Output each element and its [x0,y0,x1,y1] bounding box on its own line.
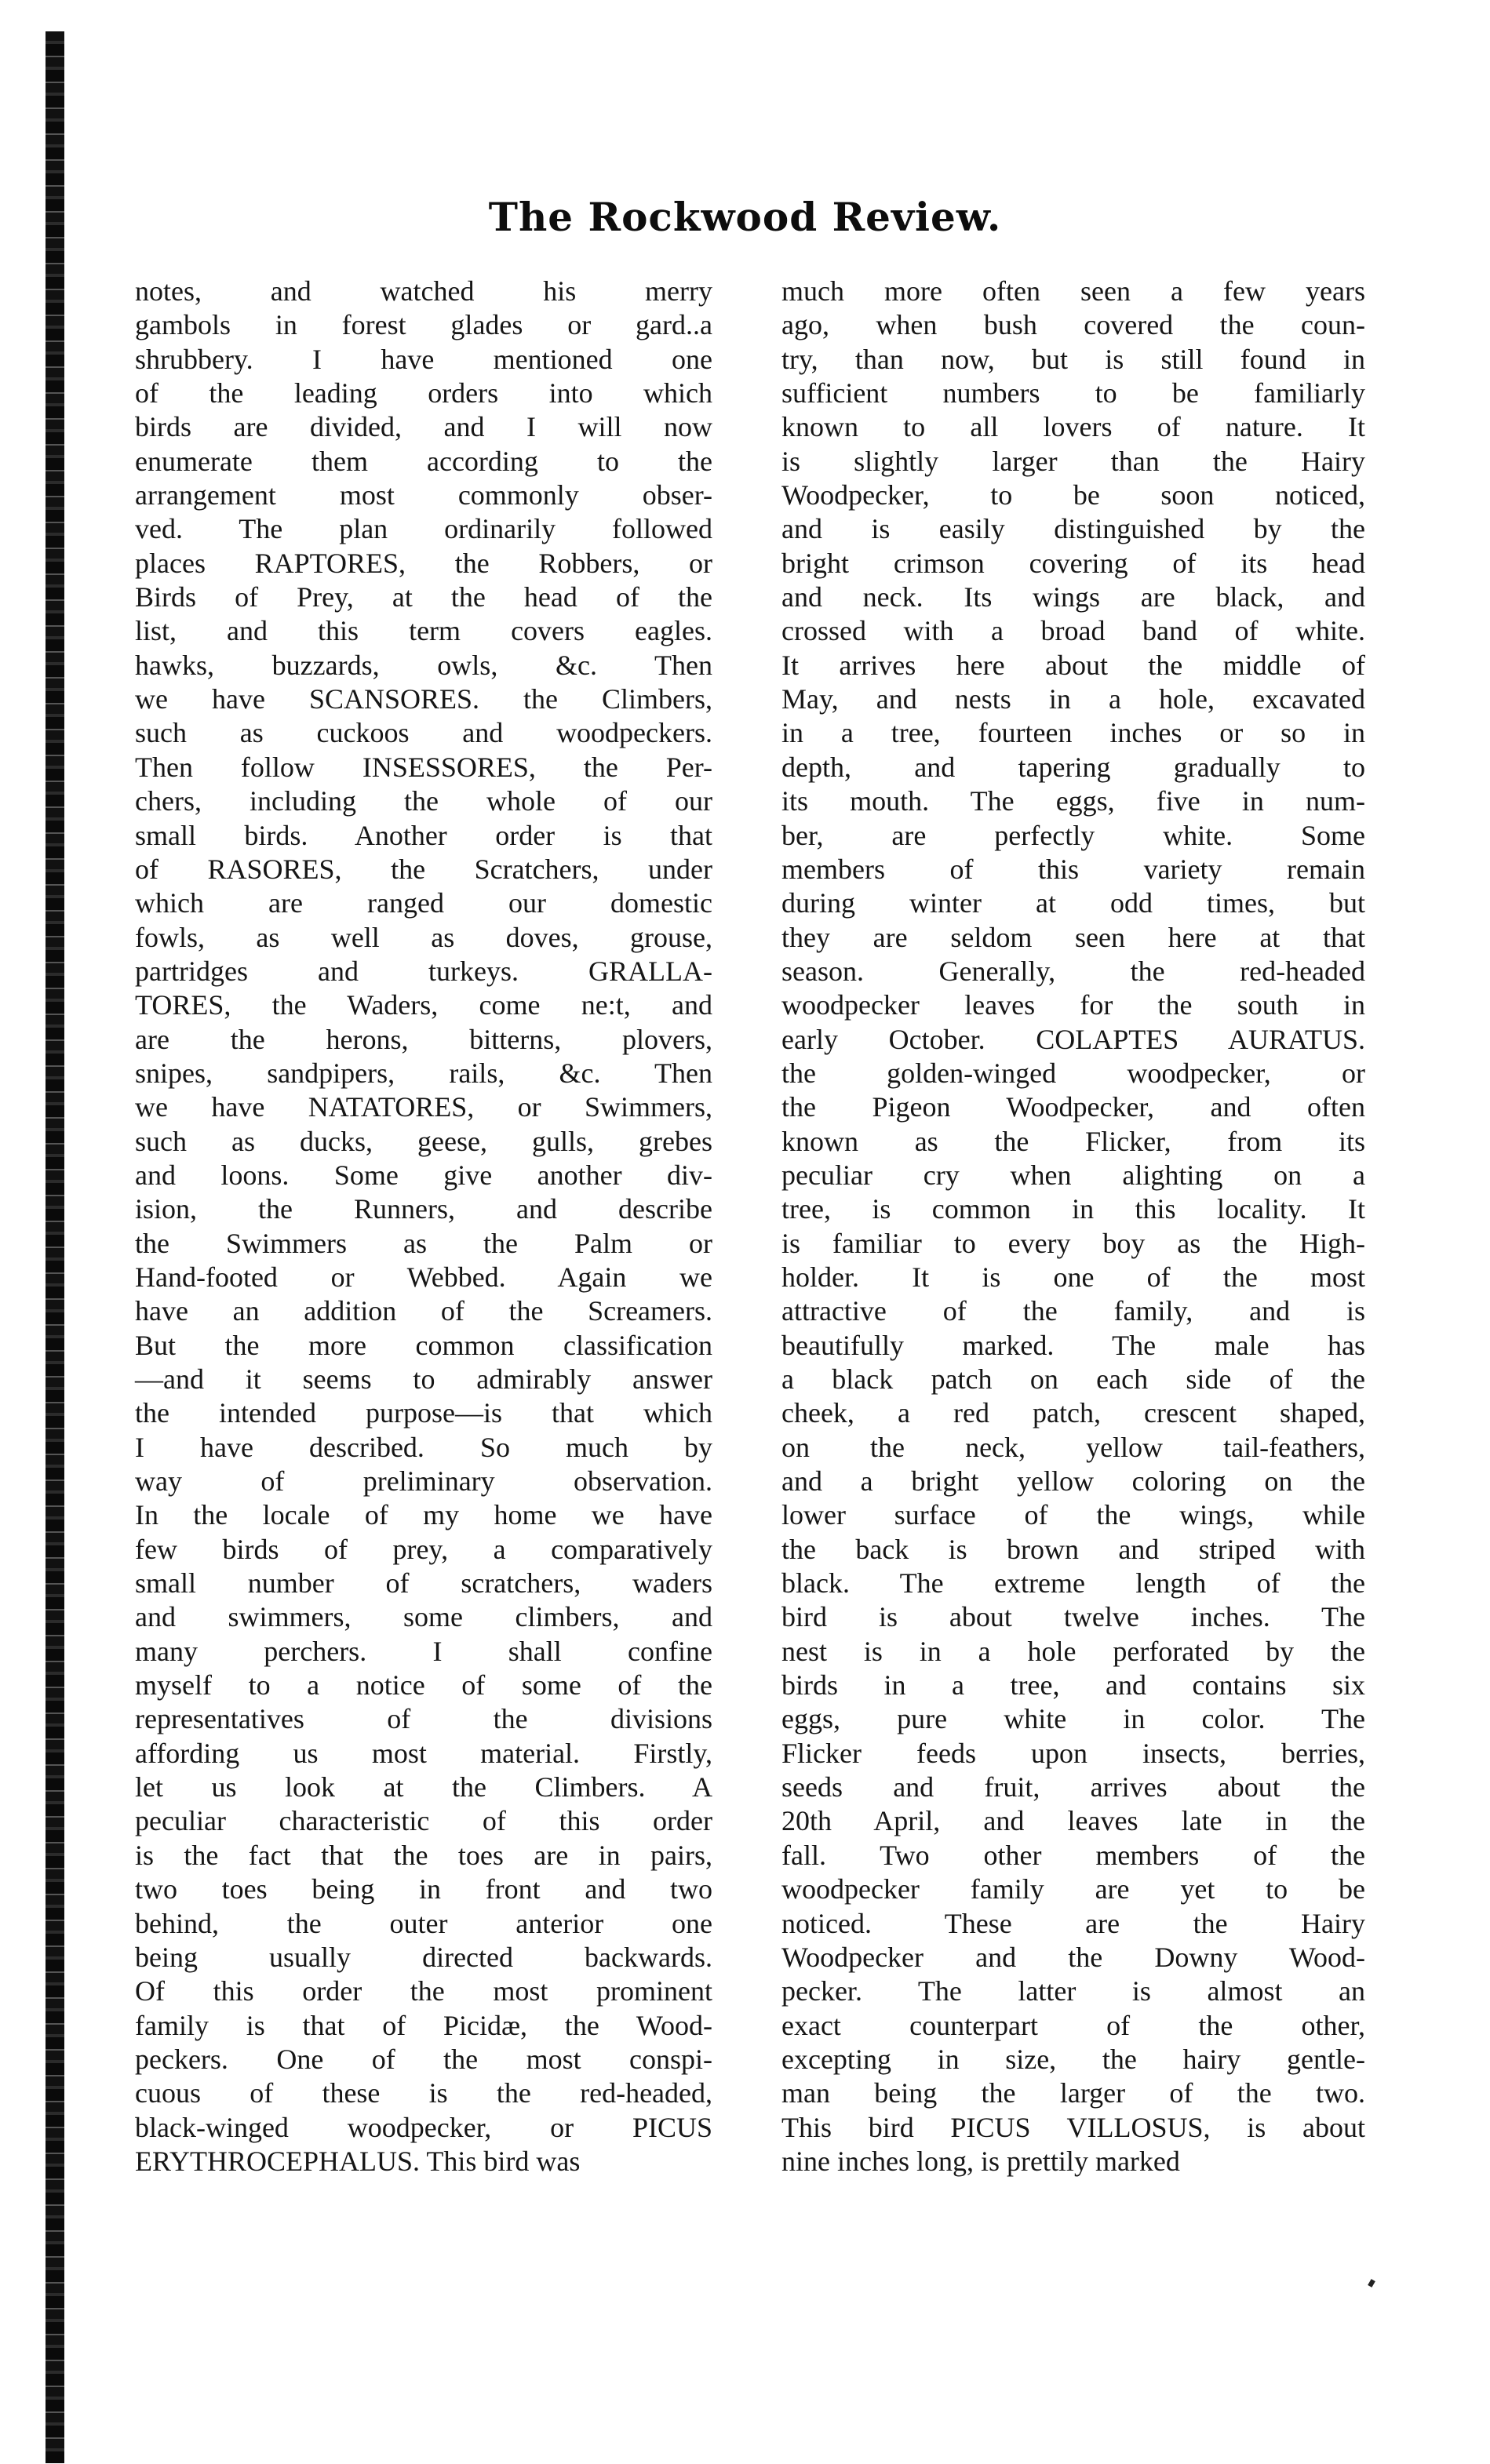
text-line: TORES, the Waders, come ne:t, and [135,989,712,1021]
text-line: on the neck, yellow tail-feathers, [781,1431,1365,1463]
text-line: —and it seems to admirably answer [135,1363,712,1395]
text-line: behind, the outer anterior one [135,1907,712,1939]
text-line: attractive of the family, and is [781,1295,1365,1327]
text-line: have an addition of the Screamers. [135,1295,712,1327]
text-line: family is that of Picidæ, the Wood- [135,2009,712,2041]
text-line: bird is about twelve inches. The [781,1601,1365,1633]
text-line: representatives of the divisions [135,1703,712,1735]
text-line: fall. Two other members of the [781,1839,1365,1871]
text-line: But the more common classification [135,1329,712,1361]
text-line: fowls, as well as doves, grouse, [135,921,712,953]
text-line: woodpecker family are yet to be [781,1873,1365,1905]
text-line: the Swimmers as the Palm or [135,1227,712,1259]
text-line: being usually directed backwards. [135,1941,712,1973]
text-line: This bird PICUS VILLOSUS, is about [781,2111,1365,2143]
text-line: known to all lovers of nature. It [781,411,1365,443]
text-line: a black patch on each side of the [781,1363,1365,1395]
text-line: way of preliminary observation. [135,1465,712,1498]
text-line: beautifully marked. The male has [781,1329,1365,1361]
text-line: woodpecker leaves for the south in [781,989,1365,1021]
text-line: cheek, a red patch, crescent shaped, [781,1397,1365,1429]
text-line: ved. The plan ordinarily followed [135,513,712,545]
text-line: many perchers. I shall confine [135,1635,712,1667]
text-line: try, than now, but is still found in [781,343,1365,375]
text-line: of the leading orders into which [135,377,712,409]
text-line: exact counterpart of the other, [781,2009,1365,2041]
text-line: gambols in forest glades or gard..a [135,309,712,341]
text-line: Hand-footed or Webbed. Again we [135,1261,712,1293]
text-line: eggs, pure white in color. The [781,1703,1365,1735]
text-line: list, and this term covers eagles. [135,615,712,647]
text-line: members of this variety remain [781,853,1365,885]
text-line: birds in a tree, and contains six [781,1669,1365,1702]
text-line: the intended purpose—is that which [135,1397,712,1429]
text-line: and is easily distinguished by the [781,513,1365,545]
text-line: known as the Flicker, from its [781,1125,1365,1157]
text-line: the back is brown and striped with [781,1533,1365,1565]
text-line: bright crimson covering of its head [781,547,1365,579]
text-line: affording us most material. Firstly, [135,1737,712,1769]
text-line: ago, when bush covered the coun- [781,309,1365,341]
text-line: and a bright yellow coloring on the [781,1465,1365,1498]
page-title: The Rockwood Review. [488,194,1002,240]
text-line: we have NATATORES, or Swimmers, [135,1091,712,1123]
text-line: holder. It is one of the most [781,1261,1365,1293]
text-line: man being the larger of the two. [781,2077,1365,2109]
right-column [781,275,1365,2178]
left-column [135,275,712,2178]
text-line: sufficient numbers to be familiarly [781,377,1365,409]
text-line: In the locale of my home we have [135,1499,712,1531]
text-line: early October. COLAPTES AURATUS. [781,1023,1365,1055]
text-line: arrangement most commonly obser- [135,479,712,511]
text-line: ision, the Runners, and describe [135,1193,712,1225]
text-line: nine inches long, is prettily marked [781,2145,1180,2177]
text-line: black. The extreme length of the [781,1567,1365,1600]
text-line: peculiar cry when alighting on a [781,1159,1365,1191]
text-line: which are ranged our domestic [135,887,712,919]
text-line: myself to a notice of some of the [135,1669,712,1702]
text-line: season. Generally, the red-headed [781,955,1365,987]
text-line: such as cuckoos and woodpeckers. [135,717,712,749]
text-line: seeds and fruit, arrives about the [781,1771,1365,1803]
text-line: cuous of these is the red-headed, [135,2077,712,2109]
text-line: notes, and watched his merry [135,275,712,307]
text-line: few birds of prey, a comparatively [135,1533,712,1565]
text-line: the golden-winged woodpecker, or [781,1057,1365,1089]
text-line: ber, are perfectly white. Some [781,819,1365,851]
text-line: I have described. So much by [135,1431,712,1463]
text-line: is familiar to every boy as the High- [781,1227,1365,1259]
text-line: much more often seen a few years [781,275,1365,307]
text-line: crossed with a broad band of white. [781,615,1365,647]
stray-ink-mark [1368,2279,1375,2287]
text-line: depth, and tapering gradually to [781,751,1365,783]
text-line: small birds. Another order is that [135,819,712,851]
text-line: hawks, buzzards, owls, &c. Then [135,649,712,681]
text-line: and loons. Some give another div- [135,1159,712,1191]
text-line: black-winged woodpecker, or PICUS [135,2111,712,2143]
text-line: tree, is common in this locality. It [781,1193,1365,1225]
text-line: partridges and turkeys. GRALLA- [135,955,712,987]
text-line: places RAPTORES, the Robbers, or [135,547,712,579]
text-line: in a tree, fourteen inches or so in [781,717,1365,749]
text-line: Then follow INSESSORES, the Per- [135,751,712,783]
text-line: ERYTHROCEPHALUS. This bird was [135,2145,581,2177]
text-line: Woodpecker, to be soon noticed, [781,479,1365,511]
text-line: snipes, sandpipers, rails, &c. Then [135,1057,712,1089]
text-line: Birds of Prey, at the head of the [135,581,712,613]
text-line: during winter at odd times, but [781,887,1365,919]
text-line: nest is in a hole perforated by the [781,1635,1365,1667]
text-line: Of this order the most prominent [135,1975,712,2007]
text-line: such as ducks, geese, gulls, grebes [135,1125,712,1157]
text-line: they are seldom seen here at that [781,921,1365,953]
text-line: peculiar characteristic of this order [135,1805,712,1837]
text-line: is the fact that the toes are in pairs, [135,1839,712,1871]
text-line: May, and nests in a hole, excavated [781,683,1365,715]
text-line: chers, including the whole of our [135,785,712,817]
text-line: and neck. Its wings are black, and [781,581,1365,613]
text-line: peckers. One of the most conspi- [135,2043,712,2075]
text-line: two toes being in front and two [135,1873,712,1905]
text-line: Woodpecker and the Downy Wood- [781,1941,1365,1973]
binding-edge [46,31,64,2463]
text-line: its mouth. The eggs, five in num- [781,785,1365,817]
text-line: excepting in size, the hairy gentle- [781,2043,1365,2075]
text-line: the Pigeon Woodpecker, and often [781,1091,1365,1123]
text-line: and swimmers, some climbers, and [135,1601,712,1633]
text-line: birds are divided, and I will now [135,411,712,443]
text-line: It arrives here about the middle of [781,649,1365,681]
text-line: is slightly larger than the Hairy [781,445,1365,477]
text-line: small number of scratchers, waders [135,1567,712,1600]
text-line: are the herons, bitterns, plovers, [135,1023,712,1055]
text-line: of RASORES, the Scratchers, under [135,853,712,885]
text-line: enumerate them according to the [135,445,712,477]
text-line: lower surface of the wings, while [781,1499,1365,1531]
text-line: we have SCANSORES. the Climbers, [135,683,712,715]
text-line: pecker. The latter is almost an [781,1975,1365,2007]
text-line: Flicker feeds upon insects, berries, [781,1737,1365,1769]
text-line: noticed. These are the Hairy [781,1907,1365,1939]
text-line: let us look at the Climbers. A [135,1771,712,1803]
text-line: 20th April, and leaves late in the [781,1805,1365,1837]
text-line: shrubbery. I have mentioned one [135,343,712,375]
